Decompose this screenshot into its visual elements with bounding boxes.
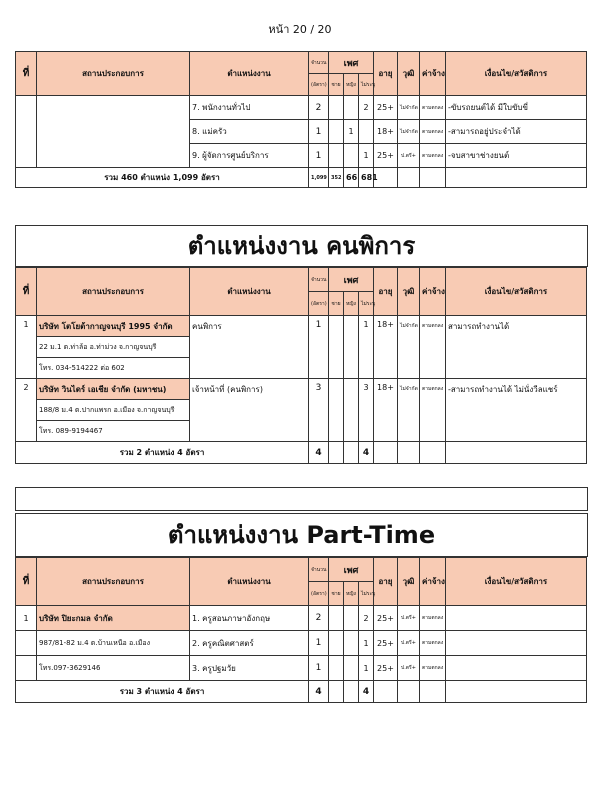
- row-education: ป.ตรี+: [398, 144, 420, 168]
- row-no: [16, 96, 37, 168]
- section-title-disabled: ตำแหน่งงาน คนพิการ: [15, 225, 588, 267]
- col-company-header: สถานประกอบการ: [37, 52, 190, 96]
- row-male: [329, 656, 344, 681]
- row-conditions: -ขับรถยนต์ได้ มีใบขับขี่: [446, 96, 587, 120]
- total-count: 1,099: [309, 168, 329, 188]
- row-any: 2: [359, 96, 374, 120]
- table-row: [16, 316, 587, 337]
- row-age: 18+: [374, 379, 398, 442]
- row-count: 2: [309, 96, 329, 120]
- row-age: 25+: [374, 631, 398, 656]
- total-row: [16, 168, 587, 188]
- col-conditions-header: เงื่อนไข/สวัสดิการ: [446, 268, 587, 316]
- row-any: 1: [359, 656, 374, 681]
- col-count-header: จำนวน: [309, 558, 329, 582]
- col-age-header: อายุ: [374, 52, 398, 96]
- row-female: [344, 606, 359, 631]
- col-education-header: วุฒิ: [398, 268, 420, 316]
- col-any-header: ไม่ระบุ: [359, 582, 374, 606]
- row-conditions: [446, 656, 587, 681]
- row-position: 3. ครูปฐมวัย: [190, 656, 309, 681]
- row-education: ไม่จำกัด: [398, 316, 420, 379]
- row-wage: ตามตกลง: [420, 96, 446, 120]
- row-conditions: -สามารถทำงานได้ ไม่นั่งวีลแชร์: [446, 379, 587, 442]
- row-female: [344, 656, 359, 681]
- col-position-header: ตำแหน่งงาน: [190, 52, 309, 96]
- row-age: 25+: [374, 96, 398, 120]
- jobs-table-continued: [15, 51, 587, 188]
- row-company: [37, 96, 190, 168]
- total-label: รวม 460 ตำแหน่ง 1,099 อัตรา: [16, 168, 309, 188]
- total-female: 66: [344, 168, 359, 188]
- col-male-header: ชาย: [329, 292, 344, 316]
- row-count: 2: [309, 606, 329, 631]
- row-company: บริษัท วินไดร์ เอเชีย จำกัด (มหาชน): [37, 379, 190, 400]
- total-male: 352: [329, 168, 344, 188]
- row-count: 1: [309, 120, 329, 144]
- col-sex-header: เพศ: [329, 558, 374, 582]
- col-female-header: หญิง: [344, 74, 359, 96]
- total-count: 4: [309, 681, 329, 703]
- row-education: ไม่จำกัด: [398, 96, 420, 120]
- col-wage-header: ค่าจ้าง: [420, 558, 446, 606]
- row-any: 1: [359, 631, 374, 656]
- row-female: 1: [344, 120, 359, 144]
- col-company-header: สถานประกอบการ: [37, 268, 190, 316]
- row-company-phone: โทร.097-3629146: [37, 656, 190, 681]
- row-position: คนพิการ: [190, 316, 309, 379]
- row-company: บริษัท ปิยะกมล จำกัด: [37, 606, 190, 631]
- col-position-header: ตำแหน่งงาน: [190, 558, 309, 606]
- row-wage: ตามตกลง: [420, 379, 446, 442]
- row-count: 1: [309, 631, 329, 656]
- row-male: [329, 606, 344, 631]
- total-count: 4: [309, 442, 329, 464]
- col-count-unit: (อัตรา): [309, 74, 329, 96]
- col-any-header: ไม่ระบุ: [359, 74, 374, 96]
- row-age: 18+: [374, 316, 398, 379]
- col-sex-header: เพศ: [329, 52, 374, 74]
- row-male: [329, 631, 344, 656]
- part-time-jobs-table: [15, 557, 587, 703]
- row-male: [329, 316, 344, 379]
- col-no-header: ที่: [16, 558, 37, 606]
- col-conditions-header: เงื่อนไข/สวัสดิการ: [446, 52, 587, 96]
- col-count-unit: (อัตรา): [309, 582, 329, 606]
- row-education: ป.ตรี+: [398, 631, 420, 656]
- table-row: [16, 631, 587, 656]
- row-position: 8. แม่ครัว: [190, 120, 309, 144]
- row-wage: ตามตกลง: [420, 316, 446, 379]
- row-age: 25+: [374, 606, 398, 631]
- row-wage: ตามตกลง: [420, 631, 446, 656]
- row-any: 1: [359, 144, 374, 168]
- section-title-part-time: ตำแหน่งงาน Part-Time: [15, 513, 588, 557]
- spacer-bar: [15, 487, 588, 511]
- table-row: [16, 606, 587, 631]
- col-any-header: ไม่ระบุ: [359, 292, 374, 316]
- row-education: ป.ตรี+: [398, 656, 420, 681]
- row-company-address: 987/81-82 ม.4 ต.บ้านเหนือ อ.เมือง: [37, 631, 190, 656]
- row-any: [359, 120, 374, 144]
- col-count-unit: (อัตรา): [309, 292, 329, 316]
- col-no-header: ที่: [16, 268, 37, 316]
- total-label: รวม 3 ตำแหน่ง 4 อัตรา: [16, 681, 309, 703]
- row-position: 9. ผู้จัดการศูนย์บริการ: [190, 144, 309, 168]
- row-wage: ตามตกลง: [420, 656, 446, 681]
- page-number: หน้า 20 / 20: [268, 23, 332, 36]
- row-company-phone: โทร. 034-514222 ต่อ 602: [37, 358, 190, 379]
- row-age: 25+: [374, 656, 398, 681]
- row-female: [344, 631, 359, 656]
- col-count-header: จำนวน: [309, 52, 329, 74]
- row-position: 2. ครูคณิตศาสตร์: [190, 631, 309, 656]
- col-male-header: ชาย: [329, 582, 344, 606]
- row-education: ไม่จำกัด: [398, 120, 420, 144]
- table-header-row: [16, 558, 587, 582]
- table-row: [16, 656, 587, 681]
- row-conditions: -สามารถอยู่ประจำได้: [446, 120, 587, 144]
- row-male: [329, 379, 344, 442]
- row-education: ไม่จำกัด: [398, 379, 420, 442]
- row-conditions: -จบสาขาช่างยนต์: [446, 144, 587, 168]
- row-wage: ตามตกลง: [420, 120, 446, 144]
- row-position: 1. ครูสอนภาษาอังกฤษ: [190, 606, 309, 631]
- row-company-address: 22 ม.1 ต.ท่าล้อ อ.ท่าม่วง จ.กาญจนบุรี: [37, 337, 190, 358]
- col-sex-header: เพศ: [329, 268, 374, 292]
- table-header-row: [16, 52, 587, 74]
- row-age: 25+: [374, 144, 398, 168]
- row-no: 1: [16, 316, 37, 379]
- row-male: [329, 96, 344, 120]
- row-any: 2: [359, 606, 374, 631]
- total-row: [16, 681, 587, 703]
- row-company-phone: โทร. 089-9194467: [37, 421, 190, 442]
- col-company-header: สถานประกอบการ: [37, 558, 190, 606]
- col-count-header: จำนวน: [309, 268, 329, 292]
- row-conditions: [446, 631, 587, 656]
- row-count: 3: [309, 379, 329, 442]
- total-any: 4: [359, 442, 374, 464]
- row-female: [344, 144, 359, 168]
- row-company-address: 188/8 ม.4 ต.ปากแพรก อ.เมือง จ.กาญจนบุรี: [37, 400, 190, 421]
- col-wage-header: ค่าจ้าง: [420, 268, 446, 316]
- row-company: บริษัท โตโยต้ากาญจนบุรี 1995 จำกัด: [37, 316, 190, 337]
- row-wage: ตามตกลง: [420, 144, 446, 168]
- row-wage: ตามตกลง: [420, 606, 446, 631]
- row-female: [344, 316, 359, 379]
- total-any: 681: [359, 168, 374, 188]
- col-wage-header: ค่าจ้าง: [420, 52, 446, 96]
- row-any: 1: [359, 316, 374, 379]
- row-no: 2: [16, 379, 37, 442]
- row-conditions: [446, 606, 587, 631]
- row-no: 1: [16, 606, 37, 631]
- row-education: ป.ตรี+: [398, 606, 420, 631]
- col-education-header: วุฒิ: [398, 558, 420, 606]
- row-position: 7. พนักงานทั่วไป: [190, 96, 309, 120]
- row-female: [344, 379, 359, 442]
- col-female-header: หญิง: [344, 582, 359, 606]
- row-count: 1: [309, 316, 329, 379]
- col-male-header: ชาย: [329, 74, 344, 96]
- row-male: [329, 144, 344, 168]
- col-female-header: หญิง: [344, 292, 359, 316]
- col-education-header: วุฒิ: [398, 52, 420, 96]
- row-any: 3: [359, 379, 374, 442]
- row-count: 1: [309, 144, 329, 168]
- row-age: 18+: [374, 120, 398, 144]
- row-male: [329, 120, 344, 144]
- col-conditions-header: เงื่อนไข/สวัสดิการ: [446, 558, 587, 606]
- row-conditions: สามารถทำงานได้: [446, 316, 587, 379]
- total-row: [16, 442, 587, 464]
- total-any: 4: [359, 681, 374, 703]
- disabled-jobs-table: [15, 267, 587, 464]
- col-no-header: ที่: [16, 52, 37, 96]
- row-count: 1: [309, 656, 329, 681]
- col-age-header: อายุ: [374, 268, 398, 316]
- col-age-header: อายุ: [374, 558, 398, 606]
- col-position-header: ตำแหน่งงาน: [190, 268, 309, 316]
- row-position: เจ้าหน้าที่ (คนพิการ): [190, 379, 309, 442]
- table-row: [16, 96, 587, 120]
- table-header-row: [16, 268, 587, 292]
- row-female: [344, 96, 359, 120]
- total-label: รวม 2 ตำแหน่ง 4 อัตรา: [16, 442, 309, 464]
- table-row: [16, 379, 587, 400]
